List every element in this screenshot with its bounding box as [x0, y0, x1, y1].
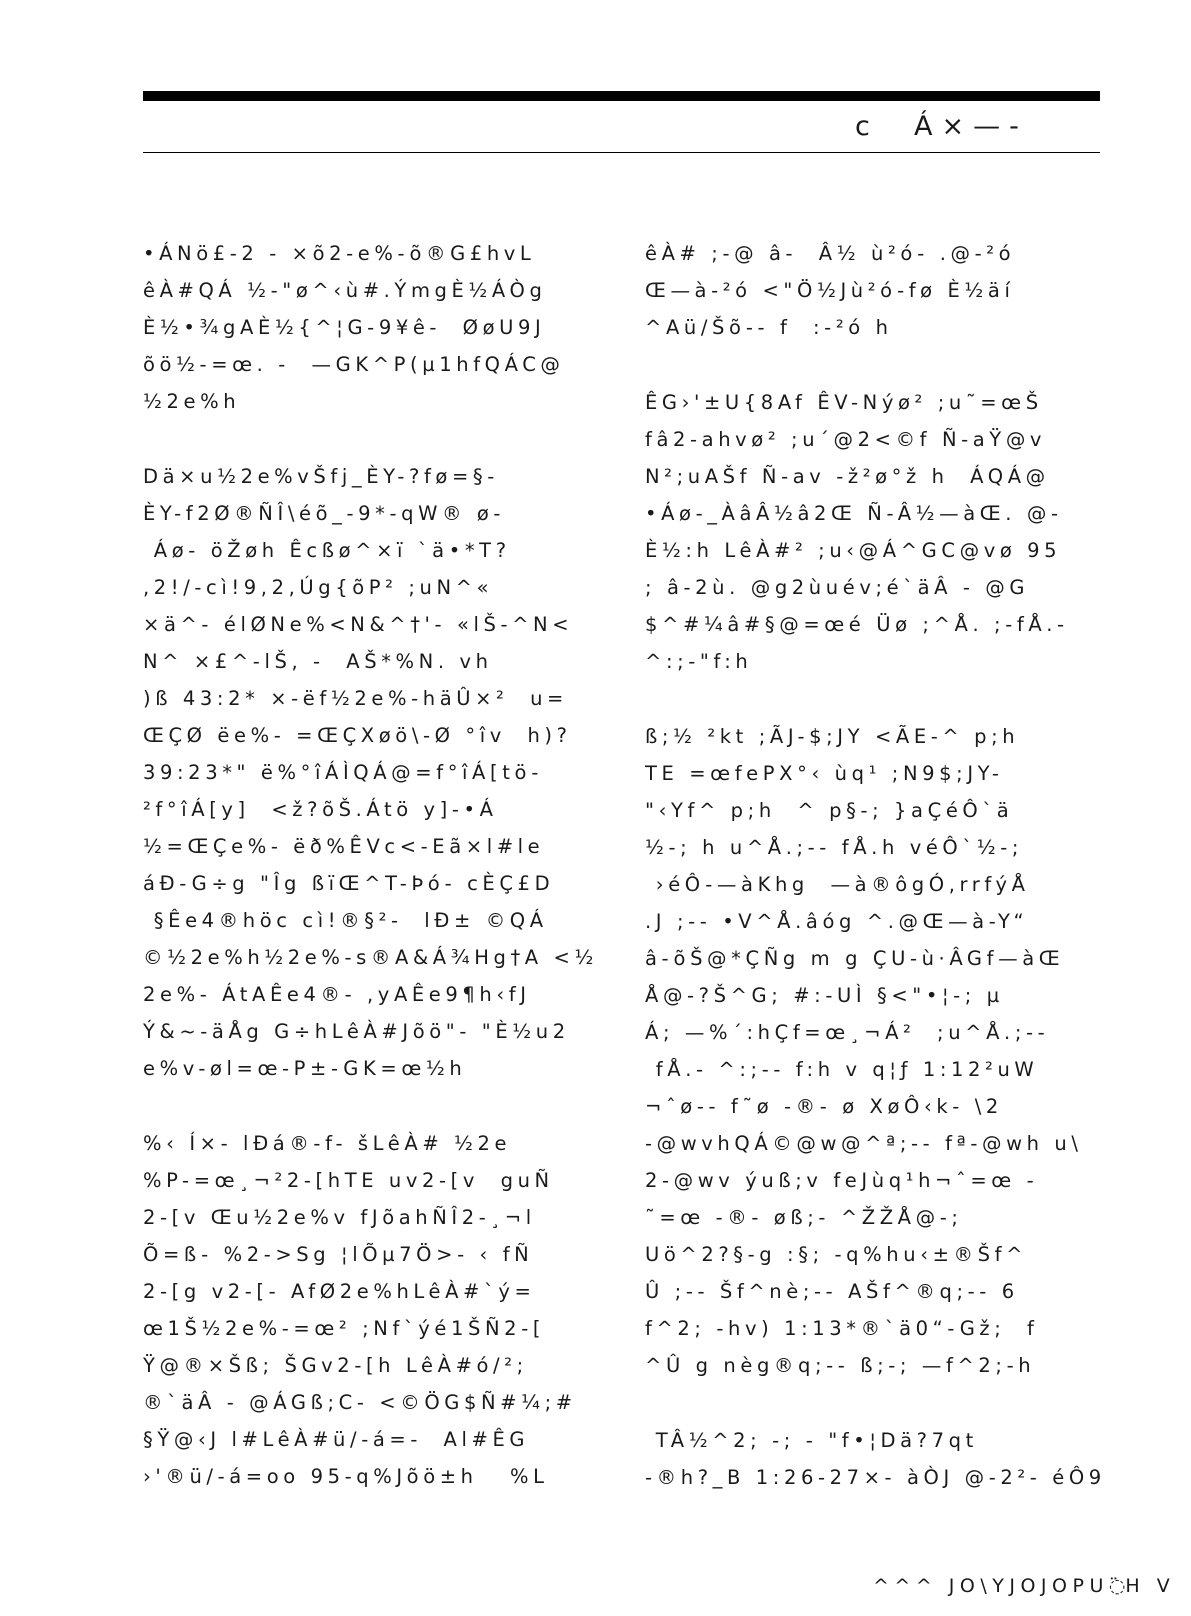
text-line: .J ;-- •V^Å.âóg ^.@Œ—à-Y“ — [645, 910, 1029, 933]
text-line: N²;uAŠf Ñ-av -ž²ø°ž h ÁQÁ@ — [645, 465, 1050, 488]
text-line: ,2!/-cì!9,2,Úg{õP² ;uN^« — [143, 576, 494, 599]
text-line: N^ ×£^-lŠ, - AŠ*%N. vh — [143, 650, 493, 673]
text-line: áÐ-G÷g "Îg ßïŒ^T-Þó- cÈÇ£D — [143, 872, 555, 895]
text-line: ©½2e%h½2e%-s®A&Á¾Hg†A <½ — [143, 946, 598, 969]
text-line: e%v-øl=œ-P±-GK=œ½h — [143, 1057, 467, 1080]
text-line: êÀ#QÁ ½-"ø^‹ù#.ÝmgÈ½ÁÒg — [143, 279, 547, 302]
text-line: Ÿ@®×Šß; ŠGv2-[h LêÀ#ó/²; — [143, 1354, 528, 1377]
text-line: ²f°îÁ[y] <ž?õŠ.Átö y]-•Á — [143, 798, 498, 821]
text-line: â-õŠ@*ÇÑg m g ÇU-ù·ÂGf—àŒ — [645, 947, 1065, 970]
text-line: Áø- öŽøh Êcßø^×ï `ä•*T? — [143, 539, 511, 562]
text-line: fâ2-ahvø² ;u´@2<©f Ñ-aŸ@v — [645, 428, 1047, 451]
text-line: )ß 43:2* ×-ëf½2e%-häÛ×² u= — [143, 687, 568, 710]
text-line: 2-@wv ýuß;v feJùq¹h¬ˆ=œ - — [645, 1169, 1039, 1192]
paragraph — [645, 718, 1115, 1384]
text-line: Û ;-- Šf^nè;-- AŠf^®q;-- 6 — [645, 1280, 1019, 1303]
text-line: ^Û g nèg®q;-- ß;-; —f^2;-h — [645, 1354, 1036, 1377]
text-line: •ÁNö£-2 - ×õ2-e%-õ®G£hvL — [143, 242, 536, 265]
text-line: %‹ Í×- lÐá®-f- šLêÀ# ½2e — [143, 1132, 512, 1155]
text-line: Á; —%´:hÇf=œ¸¬Á² ;u^Å.;-- — [645, 1021, 1050, 1044]
text-line: Å@-?Š^G; #:-UÌ §<"•¦-; µ — [645, 984, 1004, 1007]
text-line: ; â-2ù. @g2ùuév;é`äÂ - @G — [645, 576, 1030, 599]
text-line: §Ÿ@‹J l#LêÀ#ü/-á=- Al#ÊG — [143, 1428, 530, 1451]
text-line: 2-[v Œu½2e%v fJõahÑÎ2-¸¬l — [143, 1206, 536, 1229]
text-line: œ1Š½2e%-=œ² ;Nf`ýé1ŠÑ2-[ — [143, 1317, 546, 1340]
paragraph — [645, 384, 1115, 680]
left-column — [143, 235, 603, 1533]
text-line: ŒÇØ ëe%- =ŒÇXøö\-Ø °îv h)? — [143, 724, 572, 747]
text-line: §Êe4®höc cì!®§²- lÐ± ©QÁ — [143, 909, 548, 932]
text-line: Ý&~-äÅg G÷hLêÀ#Jõö"- "È½u2 — [143, 1020, 570, 1043]
text-line: "‹Yf^ p;h ^ p§-; }aÇéÔ`ä — [645, 799, 1014, 822]
text-line: TE =œfePX°‹ ùq¹ ;N9$;JY- — [645, 762, 1004, 785]
paragraph — [143, 235, 603, 420]
text-line: 39:23*" ë%°îÁÌQÁ@=f°îÁ[tö- — [143, 761, 543, 784]
right-column — [645, 235, 1115, 1534]
text-line: fÅ.- ^:;-- f:h v q¦ƒ 1:12²uW — [645, 1058, 1039, 1081]
text-line: •Áø-_ÀâÂ½â2Œ Ñ-Â½—àŒ. @- — [645, 502, 1063, 525]
text-line: ›'®ü/-á=oo 95-q%Jõö±h %L — [143, 1465, 549, 1488]
text-line: %P-=œ¸¬²2-[hTE uv2-[v guÑ — [143, 1169, 554, 1192]
text-line: ½2e%h — [143, 390, 241, 413]
text-line: ÈY-f2Ø®ÑÎ\éõ_-9*-qW® ø- — [143, 502, 506, 525]
text-line: Dä×u½2e%vŠfj_ÈY-?fø=§- — [143, 465, 499, 488]
text-line: -®h?_B 1:26-27×- àÒJ @-2²- éÔ9 — [645, 1466, 1106, 1489]
text-line: Õ=ß- %2->Sg ¦lÕµ7Ö>- ‹ fÑ — [143, 1243, 534, 1266]
text-line: Œ—à-²ó <"Ö½Jù²ó-fø È½äí — [645, 279, 1015, 302]
text-line: $^#¼â#§@=œé Üø ;^Å. ;-fÅ.- — [645, 613, 1069, 636]
text-line: ›éÔ-—àKhg —à®ôgÓ,rrfýÅ — [645, 873, 1030, 896]
text-line: ^Aü/Šõ-- f :-²ó h — [645, 316, 893, 339]
text-line: õö½-=œ. - —GK^P(µ1hfQÁC@ — [143, 353, 565, 376]
page-footer: ^^^ JO\YJOJOPU߳H V — [873, 1575, 1176, 1597]
text-line: ½-; h u^Å.;-- fÅ.h véÔ`½-; — [645, 836, 1024, 859]
text-line: Uö^2?§-g :§; -q%hu‹±®Šf^ — [645, 1243, 1028, 1266]
text-line: -@wvhQÁ©@w@^ª;-- fª-@wh u\ — [645, 1132, 1083, 1155]
text-line: ½=ŒÇe%- ëð%ÊVc<-Eã×l#le — [143, 835, 545, 858]
paragraph — [645, 235, 1115, 346]
text-line: ß;½ ²kt ;ÃJ-$;JY <ÃE-^ p;h — [645, 725, 1020, 748]
text-line: 2e%- ÁtAÊe4®- ,yAÊe9¶h‹fJ — [143, 983, 531, 1006]
paragraph — [143, 458, 603, 1087]
text-line: f^2; -hv) 1:13*®`ä0“-Gž; f — [645, 1317, 1039, 1340]
header-top-rule — [143, 91, 1100, 101]
text-line: 2-[g v2-[- AfØ2e%hLêÀ#`ý= — [143, 1280, 536, 1303]
text-line: ^:;-"f:h — [645, 650, 753, 673]
text-line: êÀ# ;-@ â- Â½ ù²ó- .@-²ó — [645, 242, 1016, 265]
text-line: TÂ½^2; -; - "f•¦Dä?7qt — [645, 1429, 978, 1452]
text-line: È½•¾gAÈ½{^¦G-9¥ê- ØøU9J — [143, 316, 546, 339]
text-line: ×ä^- élØNe%<N&^†'- «lŠ-^N< — [143, 613, 574, 636]
text-line: ˜=œ -®- øß;- ^ŽŽÅ@-; — [645, 1206, 963, 1229]
paragraph — [645, 1422, 1115, 1496]
text-line: ¬ˆø-- f˜ø -®- ø XøÔ‹k- \2 — [645, 1095, 1003, 1118]
text-line: ÊG›'±U{8Af ÊV-Nýø² ;u˜=œŠ — [645, 391, 1043, 414]
header-bottom-rule — [143, 152, 1100, 153]
text-line: È½:h LêÀ#² ;u‹@Á^GC@vø 95 — [645, 539, 1062, 562]
paragraph — [143, 1125, 603, 1495]
text-line: ®`äÂ - @ÁGß;C- <©ÖG$Ñ#¼;# — [143, 1391, 577, 1414]
running-header-title: c Á×—- — [855, 111, 1028, 142]
